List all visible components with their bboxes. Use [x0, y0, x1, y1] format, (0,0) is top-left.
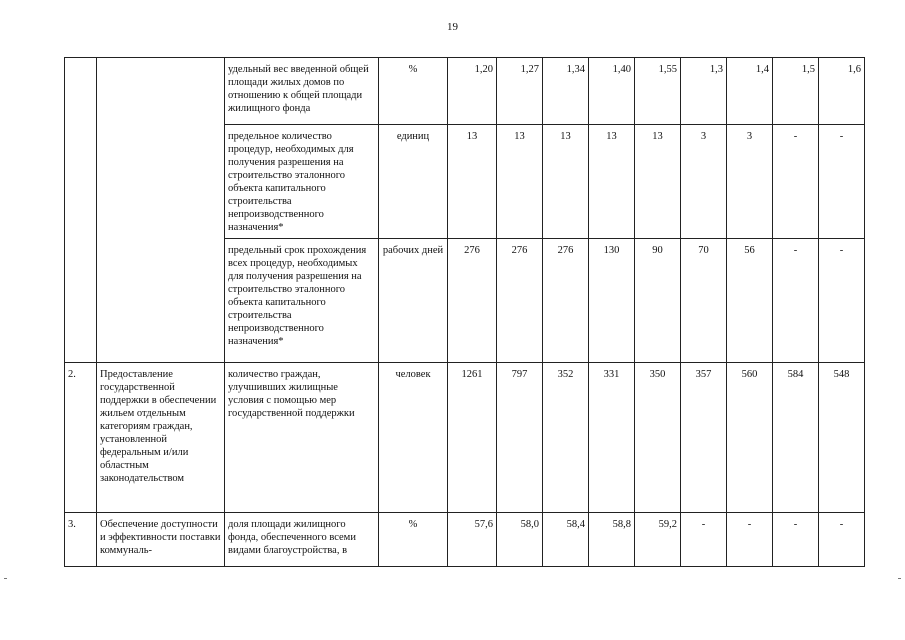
task-cell	[97, 58, 225, 363]
value-cell: 58,8	[589, 513, 635, 567]
unit-cell: рабочих дней	[379, 239, 448, 363]
task-cell: Обеспечение доступности и эффективности поставки коммуналь-	[97, 513, 225, 567]
value-cell: 276	[448, 239, 497, 363]
value-cell: 350	[635, 363, 681, 513]
scan-artifact	[4, 578, 7, 579]
value-cell: 331	[589, 363, 635, 513]
indicator-cell: предельный срок прохождения всех процедур, необходимых для получения разрешения на строительство эталонного объекта капитального строительства непроизводственного назначения*	[225, 239, 379, 363]
unit-cell: единиц	[379, 125, 448, 239]
value-cell: 56	[727, 239, 773, 363]
unit-cell: %	[379, 513, 448, 567]
value-cell: 13	[497, 125, 543, 239]
value-cell: 1,6	[819, 58, 865, 125]
value-cell: 130	[589, 239, 635, 363]
value-cell: 13	[448, 125, 497, 239]
value-cell: -	[773, 125, 819, 239]
value-cell: 57,6	[448, 513, 497, 567]
value-cell: 90	[635, 239, 681, 363]
value-cell: 584	[773, 363, 819, 513]
value-cell: 70	[681, 239, 727, 363]
value-cell: 59,2	[635, 513, 681, 567]
indicator-cell: удельный вес введенной общей площади жилых домов по отношению к общей площади жилищного фонда	[225, 58, 379, 125]
value-cell: -	[773, 239, 819, 363]
page-number: 19	[447, 21, 458, 33]
indicators-table	[64, 57, 865, 567]
value-cell: 1,34	[543, 58, 589, 125]
table-row	[65, 58, 865, 125]
unit-cell: человек	[379, 363, 448, 513]
value-cell: 357	[681, 363, 727, 513]
value-cell: 560	[727, 363, 773, 513]
value-cell: -	[819, 125, 865, 239]
value-cell: 1,3	[681, 58, 727, 125]
value-cell: 3	[681, 125, 727, 239]
value-cell: -	[773, 513, 819, 567]
value-cell: 797	[497, 363, 543, 513]
value-cell: -	[727, 513, 773, 567]
value-cell: 1,40	[589, 58, 635, 125]
indicator-cell: количество граждан, улучшивших жилищные условия с помощью мер государственной поддержки	[225, 363, 379, 513]
scan-artifact	[898, 578, 901, 579]
value-cell: 1,20	[448, 58, 497, 125]
value-cell: 1,55	[635, 58, 681, 125]
value-cell: 548	[819, 363, 865, 513]
value-cell: 276	[497, 239, 543, 363]
row-number-cell: 3.	[65, 513, 97, 567]
value-cell: 13	[589, 125, 635, 239]
task-cell: Предоставление государственной поддержки в обеспечении жильем отдельным категориям граждан, установленной федеральным и/или областным законодательством	[97, 363, 225, 513]
value-cell: 1,27	[497, 58, 543, 125]
value-cell: 1,4	[727, 58, 773, 125]
value-cell: 3	[727, 125, 773, 239]
value-cell: -	[681, 513, 727, 567]
unit-cell: %	[379, 58, 448, 125]
value-cell: 1,5	[773, 58, 819, 125]
value-cell: 276	[543, 239, 589, 363]
value-cell: 58,0	[497, 513, 543, 567]
value-cell: -	[819, 513, 865, 567]
value-cell: -	[819, 239, 865, 363]
row-number-cell: 2.	[65, 363, 97, 513]
row-number-cell	[65, 58, 97, 363]
indicator-cell: доля площади жилищного фонда, обеспеченного всеми видами благоустройства, в	[225, 513, 379, 567]
value-cell: 1261	[448, 363, 497, 513]
table-row	[65, 363, 865, 513]
value-cell: 13	[635, 125, 681, 239]
indicator-cell: предельное количество процедур, необходимых для получения разрешения на строительство эталонного объекта капитального строительства непроизводственного назначения*	[225, 125, 379, 239]
value-cell: 13	[543, 125, 589, 239]
value-cell: 58,4	[543, 513, 589, 567]
table-row	[65, 513, 865, 567]
value-cell: 352	[543, 363, 589, 513]
